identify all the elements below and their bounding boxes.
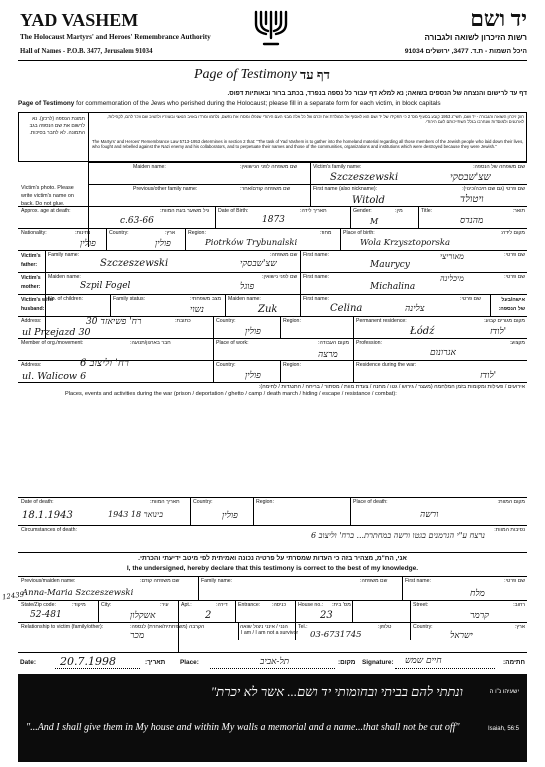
phone-label: Tel.: — [298, 624, 308, 630]
signature-label: Signature: — [362, 659, 394, 666]
country-birth-label-he: ארץ: — [165, 230, 176, 236]
footer-quote-he: ונתתי להם בביתי ובחומותי יד ושם... אשר לא יכרת" — [210, 684, 463, 699]
instructions-en-text: for commemoration of the Jews who perished during the Holocaust; please fill in a separate form for each victim, in block capitals — [76, 100, 441, 107]
place-of-death-label: Place of death: — [353, 499, 388, 505]
submitter-family-name-label-he: שם משפחה: — [360, 578, 388, 584]
submitter-first-name-label: First name: — [405, 578, 431, 584]
street-value: קרמר — [470, 611, 489, 621]
house-no-value: 23 — [320, 610, 333, 621]
gender-value: M — [370, 217, 379, 226]
country-war-value: פולין — [245, 371, 261, 381]
country-submitter-value: ישראל — [450, 631, 473, 641]
date-label: Date: — [20, 659, 36, 666]
victim-family-name-label: Victim's family name: — [313, 164, 362, 170]
place-of-work-label-he: מקום העבודה: — [318, 340, 350, 346]
title-label: Title: — [421, 208, 433, 214]
father-family-label-he: שם משפחה: — [270, 252, 298, 258]
city-label-he: עיר: — [160, 602, 169, 608]
wife-label-he: אישה/בעל של הנספה: — [498, 297, 525, 312]
permanent-residence-label: Permanent residence: — [356, 318, 407, 324]
apt-label: Apt.: — [181, 602, 192, 608]
date-value: 20.7.1998 — [60, 655, 116, 668]
family-status-label: Family status: — [113, 296, 145, 302]
date-of-death-label: Date of death: — [21, 499, 54, 505]
country-addr-value: פולין — [245, 327, 261, 337]
wife-first-value-he: צלינה — [405, 304, 425, 314]
mother-maiden-value: Szpil Fogel — [80, 281, 131, 291]
mother-first-value-he: מיכלינה — [440, 274, 464, 283]
survivor-label: I am / I am not a survivor — [241, 630, 299, 636]
street-label: Street: — [413, 602, 429, 608]
footer-quote-en: "...And I shall give them in My house and within My walls a memorial and a name...that shall not be cut off" — [26, 722, 460, 733]
mother-label: Victim's mother: — [21, 275, 41, 290]
dob-label-he: תאריך לידה: — [300, 208, 327, 214]
wife-first-label-he: שם פרטי: — [460, 296, 481, 302]
apt-value: 2 — [205, 610, 212, 621]
city-label: City: — [101, 602, 112, 608]
place-label: Place: — [180, 659, 199, 666]
signature-value: חיים שמש — [405, 656, 442, 666]
first-name-value-he: ויטולד — [460, 194, 484, 205]
first-name-value: Witold — [352, 195, 385, 206]
menorah-logo-icon — [246, 8, 296, 48]
footer-ref-he: ישעיהו נ"ו ה — [489, 689, 519, 695]
zip-value: 52-481 — [30, 610, 62, 620]
residence-during-war-label: Residence during the war: — [356, 362, 417, 368]
declaration-en: I, the undersigned, hereby declare that this testimony is correct to the best of my knowledge. — [126, 565, 419, 572]
country-birth-value: פולין — [155, 239, 171, 249]
country-addr-label: Country: — [216, 318, 236, 324]
signature-label-he: חתימה: — [503, 659, 525, 666]
circumstances-label: Circumstances of death: — [21, 527, 77, 533]
country-death-value: פולין — [222, 511, 238, 521]
father-family-value: Szczeszewski — [100, 258, 169, 269]
place-of-death-value: ורשה — [420, 510, 439, 520]
residence-during-war-value: לודז' — [480, 371, 497, 381]
city-value: אשקלון — [130, 611, 156, 621]
wife-label: Victim's wife/ husband: — [21, 297, 54, 312]
permanent-residence-label-he: מקום מגורים קבוע: — [484, 318, 525, 324]
previous-family-name-label: Previous/other family name: — [133, 186, 198, 192]
war-address-value-he: רח' וליצוב 6 — [80, 358, 129, 369]
footer-ref-en: Isaiah, 56:5 — [487, 726, 519, 732]
father-first-label-he: שם פרטי: — [504, 252, 525, 258]
survivor-label-he: הנני / אינני ניצול שואה — [240, 624, 288, 630]
place-of-death-label-he: מקום המוות: — [497, 499, 525, 505]
place-of-birth-label-he: מקום לידה: — [500, 230, 525, 236]
country-submitter-label-he: ארץ: — [514, 624, 525, 630]
country-death-label: Country: — [193, 499, 213, 505]
org-address-en: Hall of Names - P.O.B. 3477, Jerusalem 91034 — [20, 48, 153, 55]
region-birth-label-he: מחוז: — [320, 230, 332, 236]
war-address-label: Address: — [21, 362, 42, 368]
street-label-he: רחוב: — [513, 602, 525, 608]
house-no-label-he: מס' בית: — [332, 602, 351, 608]
father-first-value-he: מאוריצי — [440, 252, 464, 261]
date-of-death-label-he: תאריך המוות: — [150, 499, 180, 505]
previous-family-name-label-he: שם משפחה קודם/אחר: — [240, 186, 291, 192]
victim-family-name-label-he: שם משפחה של הנספה: — [473, 164, 525, 170]
dob-value: 1873 — [262, 215, 285, 225]
margin-note: 12439 — [1, 590, 25, 602]
footer-banner — [18, 674, 527, 762]
zip-label: State/Zip code: — [21, 602, 56, 608]
address-value-he: רח' פשיאזד 30 — [86, 317, 142, 327]
victim-family-name-value: Szczeszewski — [330, 172, 399, 183]
place-value: תל-אביב — [260, 657, 290, 667]
maiden-name-label: Maiden name: — [133, 164, 166, 170]
nationality-label: Nationality: — [21, 230, 47, 236]
family-status-value: נשוי — [190, 305, 204, 315]
father-family-value-he: שצ'שבסקי — [240, 259, 277, 269]
mother-first-label: First name: — [303, 274, 329, 280]
places-events-label-he: אירועים / פעילות ומקומות בזמן המלחמה (מעצר / גירוש / גטו / מחנה / צעדת מוות / מסתור / בריחה / התנגדות / לחימה): — [258, 384, 525, 390]
family-status-label-he: מצב משפחתי: — [190, 296, 222, 302]
apt-label-he: דירה: — [216, 602, 228, 608]
org-address-he: היכל השמות - ת.ד. 3477, ירושלים 91034 — [404, 48, 527, 55]
submitter-previous-name-label: Previous/maiden name: — [21, 578, 76, 584]
submitter-family-name-label: Family name: — [201, 578, 233, 584]
submitter-previous-name-value: Anna-Maria Szczeszewski — [22, 588, 134, 598]
nationality-value: פולין — [80, 239, 96, 249]
submitter-first-name-label-he: שם פרטי: — [504, 578, 525, 584]
mother-maiden-label-he: שם לפני נישואין: — [262, 274, 298, 280]
place-of-birth-value: Wola Krzysztoporska — [360, 238, 451, 248]
profession-value: אגרונום — [430, 348, 456, 358]
age-at-death-label-he: גיל משוער בעת המוות: — [160, 208, 210, 214]
wife-maiden-value: Zuk — [258, 304, 278, 315]
victim-family-name-value-he: שצ'שבסקי — [450, 172, 491, 183]
profession-label: Profession: — [356, 340, 382, 346]
house-no-label: House no.: — [298, 602, 324, 608]
instructions-en-bold: Page of Testimony — [18, 100, 75, 107]
zip-label-he: מיקוד: — [72, 602, 86, 608]
region-addr-label: Region: — [283, 318, 301, 324]
nationality-label-he: נתינות: — [75, 230, 91, 236]
member-of-label: Member of org./movement: — [21, 340, 84, 346]
photo-instructions-he: תמונת הנספה (לרכזן). נא לרשום את שם הנספה בגב התמונה. לא לחבר בסיכות. — [29, 116, 85, 136]
submitter-first-name-value: מלח — [470, 589, 485, 599]
phone-value: 03-6731745 — [310, 630, 362, 640]
place-of-work-label: Place of work: — [216, 340, 249, 346]
father-label: Victim's father: — [21, 253, 41, 268]
mother-first-value: Michalina — [370, 282, 416, 292]
wife-first-value: Celina — [330, 303, 363, 314]
law-text-en: The Martyrs' and Heroes' Remembrance Law 5713-1953 determines in section 2 that: "The task of Yad Vashem is to gather into the homeland material regarding all those members of the Jewish people who laid down their lives, who fought and rebelled against the Nazi enemy and his collaborators, and to perpetuate their names and those of the communities, organizations and institutions which were destroyed because they were Jewish." — [92, 139, 524, 150]
date-label-he: תאריך: — [145, 659, 166, 666]
father-first-label: First name: — [303, 252, 329, 258]
entrance-label-he: כניסה: — [272, 602, 287, 608]
entrance-label: Entrance: — [238, 602, 261, 608]
submitter-previous-name-label-he: שם משפחה קודם: — [140, 578, 180, 584]
member-of-label-he: חבר בארגון/תנועה: — [130, 340, 171, 346]
gender-label-he: מין: — [395, 208, 403, 214]
org-subtitle-en: The Holocaust Martyrs' and Heroes' Remembrance Authority — [20, 33, 211, 41]
country-birth-label: Country: — [109, 230, 129, 236]
region-war-label: Region: — [283, 362, 301, 368]
profession-label-he: מקצוע: — [509, 340, 525, 346]
mother-maiden-label: Maiden name: — [48, 274, 81, 280]
wife-maiden-label: Maiden name: — [228, 296, 261, 302]
photo-instructions-en: Victim's photo. Please write victim's name on back. Do not glue. — [21, 185, 74, 207]
org-subtitle-he: רשות הזיכרון לשואה ולגבורה — [424, 33, 527, 42]
first-name-label: First name (also nickname): — [313, 186, 377, 192]
address-label-he: כתובת: — [175, 318, 191, 324]
circumstances-label-he: נסיבות המוות: — [494, 527, 525, 533]
page-title-he: דף עד — [300, 67, 330, 82]
war-address-value: ul. Walicow 6 — [22, 371, 87, 382]
org-name-he: יד ושם — [470, 6, 527, 31]
address-label: Address: — [21, 318, 42, 324]
age-at-death-label: Approx. age at death: — [21, 208, 71, 214]
places-events-label: Places, events and activities during the war (prison / deportation / ghetto / camp / death march / hiding / escape / resistance / combat): — [65, 391, 397, 397]
father-first-value: Maurycy — [370, 260, 410, 270]
region-birth-label: Region: — [188, 230, 206, 236]
relationship-label-he: הקרבה (משפחתית/אחרת) לנספה: — [130, 624, 205, 630]
instructions-he: דף עד לרישום והנצחה של הנספים בשואה; נא למלא דף עבור כל נספה בנפרד, בכתב ברור ובאותיות דפוס. — [227, 90, 527, 97]
mother-maiden-value-he: פוגל — [240, 282, 255, 292]
title-label-he: תואר: — [512, 208, 525, 214]
place-of-work-value: מרצה — [318, 350, 338, 360]
address-value: ul Przejazd 30 — [22, 327, 91, 338]
date-of-death-value: 18.1.1943 — [22, 510, 73, 521]
region-death-label: Region: — [256, 499, 274, 505]
relationship-value: מכר — [130, 631, 145, 641]
instructions-en — [18, 100, 527, 107]
gender-label: Gender: — [353, 208, 372, 214]
page-title-en: Page of Testimony — [194, 67, 297, 82]
permanent-residence-value-he: לודז' — [490, 327, 507, 337]
maiden-name-label-he: שם משפחה לפני הנישואין: — [240, 164, 298, 170]
place-label-he: מקום: — [338, 659, 356, 666]
title-value: מהנדס — [460, 216, 484, 226]
region-birth-value: Piotrków Trybunalski — [205, 238, 298, 248]
first-name-label-he: שם פרטי (גם שם חיבה/כינוי): — [462, 186, 525, 192]
law-text-he: חוק זיכרון השואה והגבורה - יד ושם, תשי"ג 1953 קובע בסעיף מס' 2 כי תפקידו של יד ושם הוא לאסוף אל המולדת את זכרם של כל אלה מבני העם היהודי שנפלו ומסרו את נפשם, נלחמו ומרדו באויב הנאצי ובעוזריו ולהציב שם וזכר להם, לקהילות, לארגונים ולמוסדות שנחרבו בגלל השתייכותם לעם היהודי. — [107, 114, 524, 125]
father-family-label: Family name: — [48, 252, 80, 258]
date-of-death-value-he: 1943 בינואר 18 — [108, 510, 163, 519]
place-of-birth-label: Place of birth: — [343, 230, 375, 236]
dob-label: Date of Birth: — [218, 208, 249, 214]
permanent-residence-value: Łódź — [410, 326, 435, 337]
no-children-label: No. of children: — [48, 296, 83, 302]
country-war-label: Country: — [216, 362, 236, 368]
circumstances-value: נרצח ע"י הגרמנים בגטו ורשה במחתרת... ברח' וליצוב 6 — [311, 531, 485, 540]
age-at-death-value: c.63-66 — [120, 216, 154, 226]
declaration-he: אני, הח"מ, מצהיר בזה כי העדות שמסרתי על פרטיה נכונה ואמיתית לפי מיטב ידיעתי והכרתי. — [138, 555, 407, 562]
mother-first-label-he: שם פרטי: — [504, 274, 525, 280]
relationship-label: Relationship to victim (family/other): — [21, 624, 104, 630]
phone-label-he: טלפון: — [378, 624, 392, 630]
country-submitter-label: Country: — [413, 624, 433, 630]
wife-first-label: First name: — [303, 296, 329, 302]
org-name-en: YAD VASHEM — [20, 10, 139, 30]
